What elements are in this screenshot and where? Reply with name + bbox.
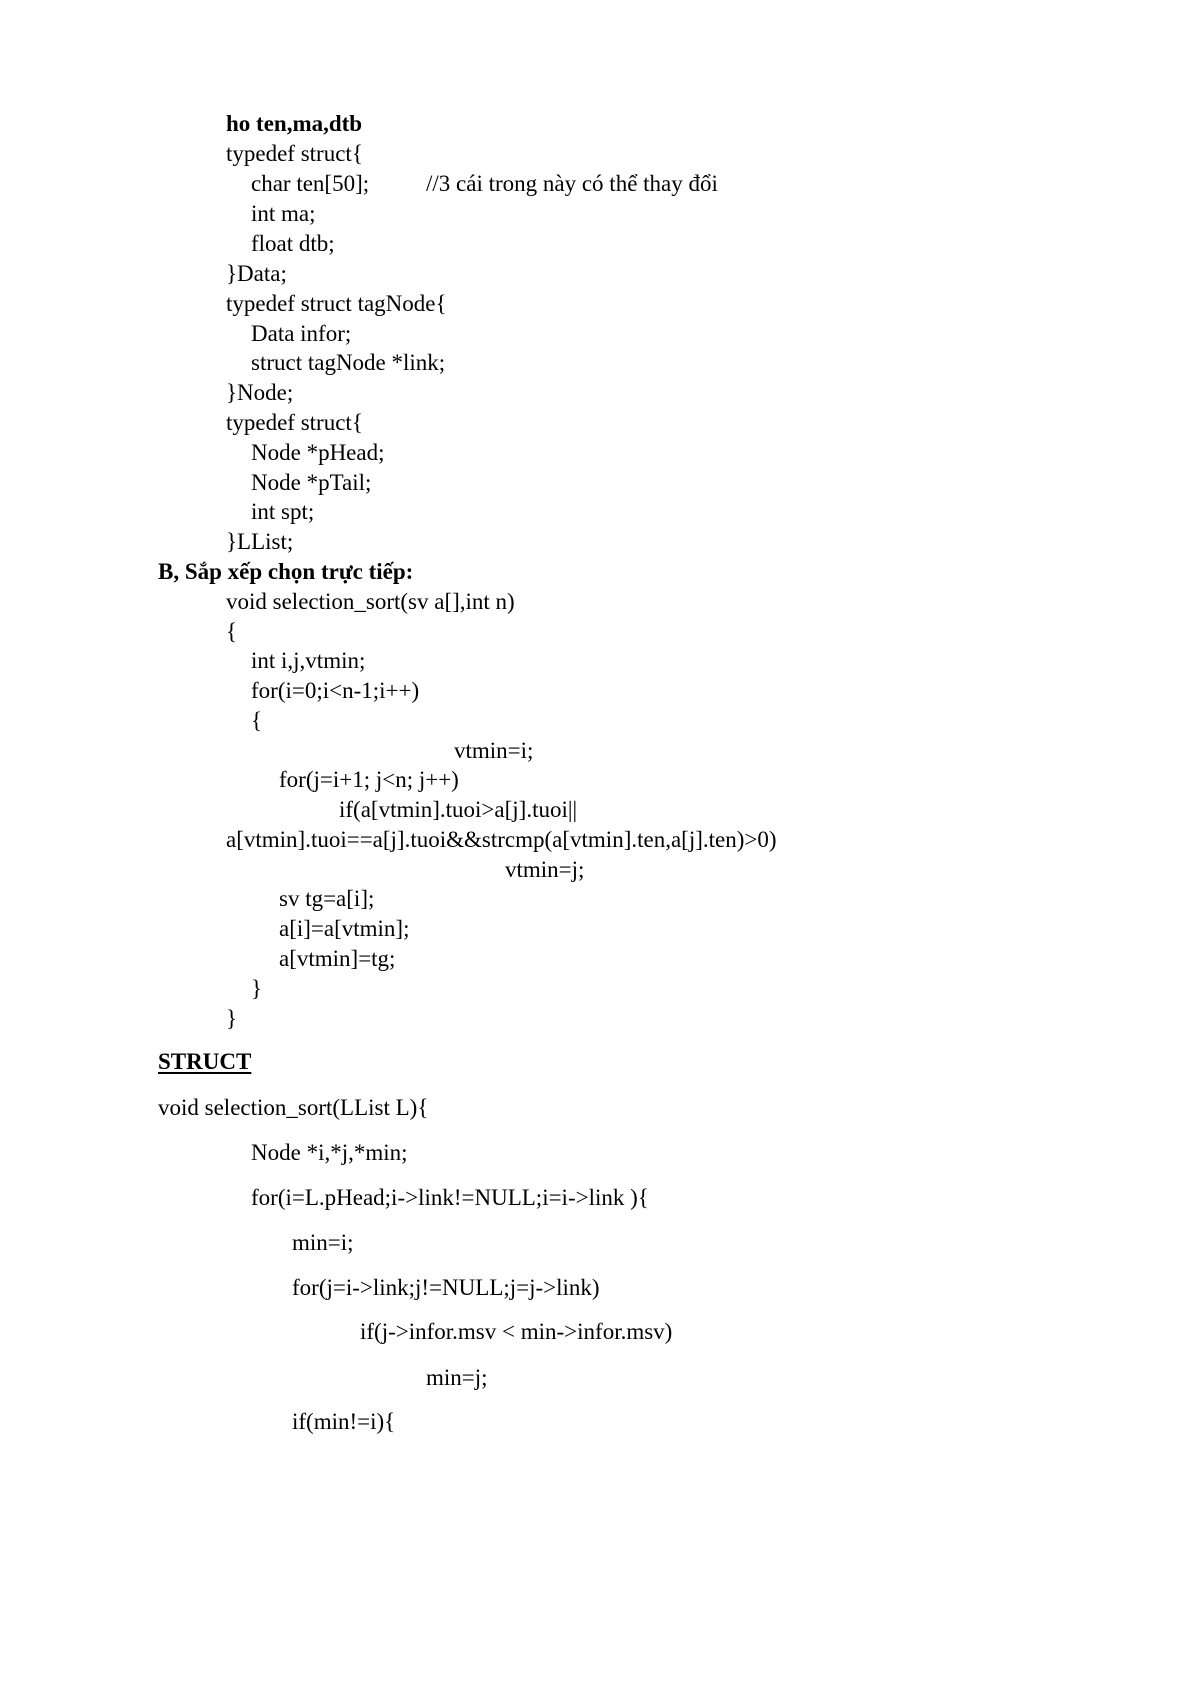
code-line: int spt; bbox=[251, 499, 315, 524]
code-line: if(min!=i){ bbox=[292, 1409, 396, 1434]
code-line: min=i; bbox=[292, 1230, 354, 1255]
code-line: sv tg=a[i]; bbox=[279, 886, 375, 911]
code-line: { bbox=[226, 619, 238, 644]
code-line: int ma; bbox=[251, 201, 316, 226]
code-comment: //3 cái trong này có thể thay đổi bbox=[426, 171, 718, 196]
code-line: typedef struct tagNode{ bbox=[226, 291, 447, 316]
code-line: } bbox=[251, 976, 263, 1001]
struct-heading: STRUCT bbox=[158, 1049, 252, 1074]
code-line: int i,j,vtmin; bbox=[251, 648, 366, 673]
code-line: char ten[50]; bbox=[251, 171, 370, 196]
code-line: a[vtmin]=tg; bbox=[279, 946, 396, 971]
code-line: } bbox=[226, 1006, 238, 1031]
code-line: }LList; bbox=[226, 529, 294, 554]
code-line: for(j=i+1; j<n; j++) bbox=[279, 767, 459, 792]
code-line: Node *i,*j,*min; bbox=[251, 1140, 408, 1165]
code-line: for(i=0;i<n-1;i++) bbox=[251, 678, 420, 703]
code-line: for(j=i->link;j!=NULL;j=j->link) bbox=[292, 1275, 600, 1300]
code-line: if(a[vtmin].tuoi>a[j].tuoi|| bbox=[339, 797, 578, 822]
code-line: void selection_sort(sv a[],int n) bbox=[226, 589, 515, 614]
code-line: vtmin=i; bbox=[454, 738, 534, 763]
code-line: Data infor; bbox=[251, 321, 352, 346]
code-line: Node *pTail; bbox=[251, 470, 372, 495]
code-line: Node *pHead; bbox=[251, 440, 385, 465]
heading-ho-ten: ho ten,ma,dtb bbox=[226, 111, 363, 136]
section-b-heading: B, Sắp xếp chọn trực tiếp: bbox=[158, 559, 414, 584]
code-line: void selection_sort(LList L){ bbox=[158, 1095, 429, 1120]
code-line: typedef struct{ bbox=[226, 410, 363, 435]
code-line: a[vtmin].tuoi==a[j].tuoi&&strcmp(a[vtmin].ten,a[j].ten)>0) bbox=[226, 827, 777, 852]
code-line: }Node; bbox=[226, 380, 294, 405]
code-line: float dtb; bbox=[251, 231, 335, 256]
code-line: if(j->infor.msv < min->infor.msv) bbox=[360, 1319, 673, 1344]
code-line: vtmin=j; bbox=[505, 857, 585, 882]
code-line: struct tagNode *link; bbox=[251, 350, 446, 375]
code-line: { bbox=[251, 708, 263, 733]
code-line: }Data; bbox=[226, 261, 287, 286]
code-line: typedef struct{ bbox=[226, 141, 363, 166]
code-line: for(i=L.pHead;i->link!=NULL;i=i->link ){ bbox=[251, 1185, 649, 1210]
code-line: a[i]=a[vtmin]; bbox=[279, 916, 410, 941]
code-line: min=j; bbox=[426, 1365, 488, 1390]
